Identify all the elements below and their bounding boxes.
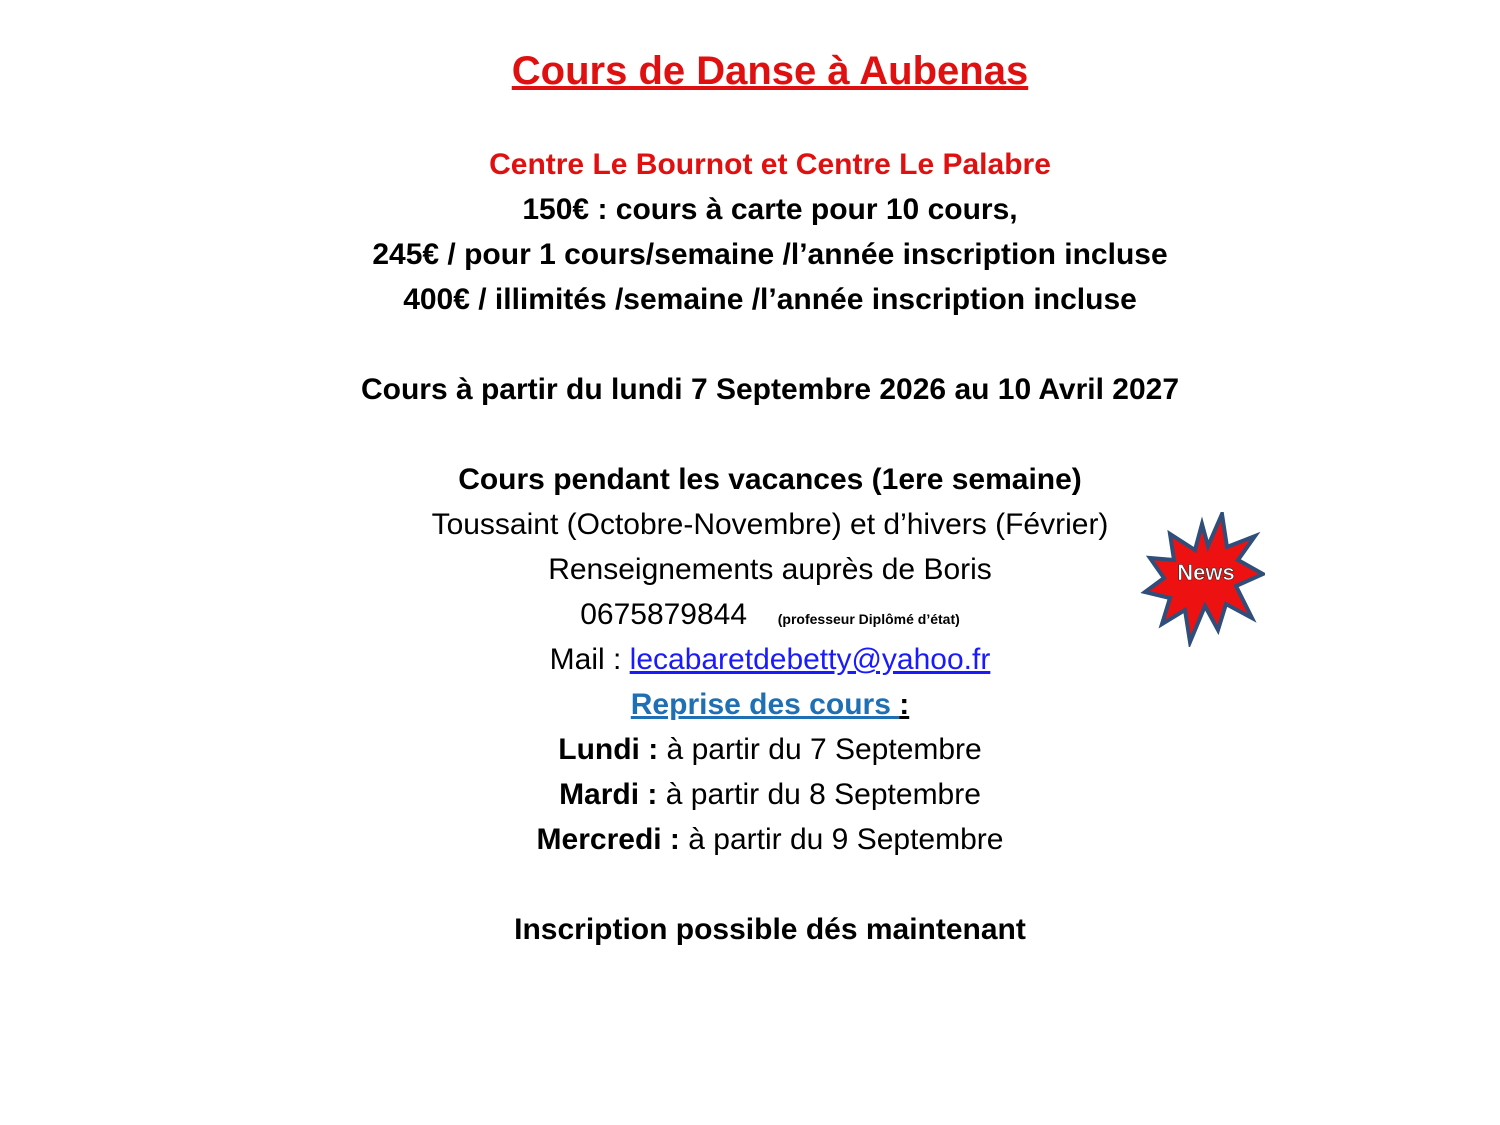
footer-line: Inscription possible dés maintenant	[514, 913, 1026, 946]
price-line-3: 400€ / illimités /semaine /l’année inscription incluse	[403, 283, 1137, 316]
reprise-link[interactable]: Reprise des cours	[630, 688, 900, 721]
mail-label: Mail :	[549, 643, 630, 676]
starburst-icon	[1140, 512, 1265, 647]
reprise-heading	[0, 685, 1500, 725]
day-text: à partir du 7 Septembre	[658, 733, 982, 766]
day-label: Mercredi :	[536, 823, 680, 856]
holidays-periods: Toussaint (Octobre-Novembre) et d’hivers (Février)	[431, 508, 1109, 541]
price-line-1: 150€ : cours à carte pour 10 cours,	[522, 193, 1018, 226]
reprise-monday	[0, 730, 1500, 770]
day-text: à partir du 9 Septembre	[679, 823, 1004, 856]
venue-line: Centre Le Bournot et Centre Le Palabre	[489, 148, 1051, 181]
reprise-colon: :	[899, 688, 910, 721]
day-text: à partir du 8 Septembre	[657, 778, 981, 811]
day-label: Lundi :	[558, 733, 659, 766]
holidays-heading: Cours pendant les vacances (1ere semaine)	[458, 463, 1082, 496]
price-line-2: 245€ / pour 1 cours/semaine /l’année inscription incluse	[372, 238, 1168, 271]
reprise-wednesday	[0, 820, 1500, 860]
news-badge	[1140, 512, 1265, 647]
reprise-tuesday	[0, 775, 1500, 815]
day-label: Mardi :	[559, 778, 658, 811]
contact-info: Renseignements auprès de Boris	[548, 553, 992, 586]
phone-number[interactable]: 0675879844	[580, 598, 748, 631]
dates-line: Cours à partir du lundi 7 Septembre 2026 au 10 Avril 2027	[360, 373, 1180, 406]
phone-line	[0, 595, 1500, 639]
phone-note: (professeur Diplômé d’état)	[777, 611, 960, 627]
mail-link[interactable]: lecabaretdebetty@yahoo.fr	[629, 643, 991, 676]
news-label: News	[1177, 560, 1235, 585]
page-title: Cours de Danse à Aubenas	[511, 49, 1029, 93]
mail-line	[0, 640, 1500, 680]
